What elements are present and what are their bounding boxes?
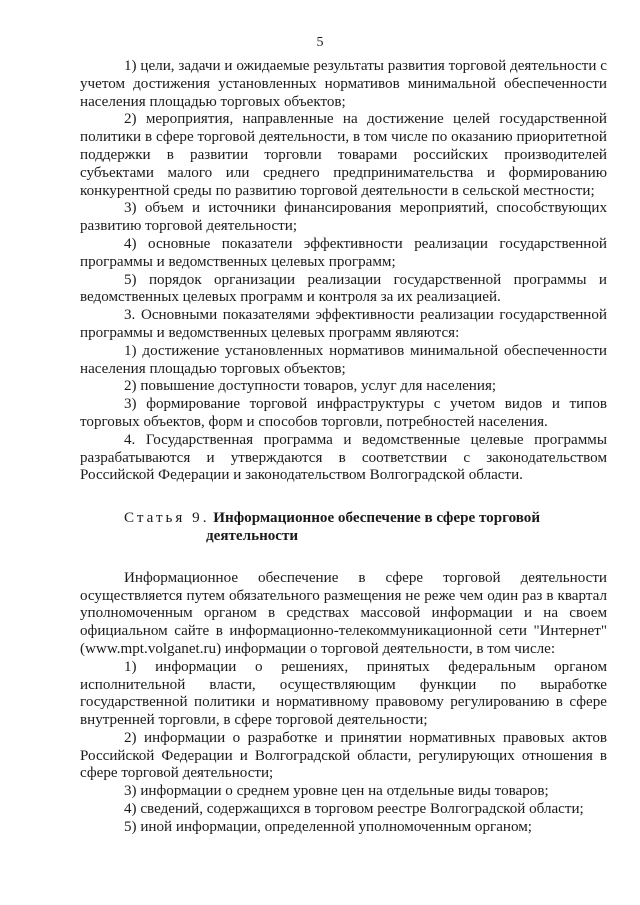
article-title-continuation: деятельности bbox=[206, 527, 299, 544]
paragraph: 4) основные показатели эффективности реализации государственной программы и ведомственных целевых программ; bbox=[80, 235, 607, 270]
paragraph: 1) цели, задачи и ожидаемые результаты развития торговой деятельности с учетом достижения установленных нормативов минимальной обеспеченности населения площадью торговых объектов; bbox=[80, 58, 607, 110]
paragraph: 3. Основными показателями эффективности реализации государственной программы и ведомственных целевых программ являются: bbox=[80, 307, 607, 341]
article-title: Информационное обеспечение в сфере торговой bbox=[213, 510, 541, 527]
paragraph: 5) иной информации, определенной уполномоченным органом; bbox=[124, 818, 532, 835]
paragraph: 1) информации о решениях, принятых федеральным органом исполнительной власти, осуществляющим функции по выработке государственной политики и нормативному правовому регулированию в сфере внутренней торговли, в сфере торговой деятельности; bbox=[80, 658, 607, 729]
paragraph: 2) мероприятия, направленные на достижение целей государственной политики в сфере торговой деятельности, в том числе по оказанию приоритетной поддержки в развитии торговли товарами российских производителей субъектами малого или среднего предпринимательства и формированию конкурентной среды по развитию торговой деятельности в сельской местности; bbox=[80, 111, 607, 199]
paragraph: 2) информации о разработке и принятии нормативных правовых актов Российской Федерации и Волгоградской области, регулирующих отношения в сфере торговой деятельности; bbox=[80, 729, 607, 782]
article-number: Статья 9. bbox=[124, 510, 210, 527]
paragraph: 3) информации о среднем уровне цен на отдельные виды товаров; bbox=[124, 783, 549, 800]
paragraph: 4. Государственная программа и ведомственные целевые программы разрабатываются и утверждаются в соответствии с законодательством Российской Федерации и законодательством Волгоградской области. bbox=[80, 431, 607, 484]
document-body bbox=[80, 58, 607, 837]
page-number: 5 bbox=[316, 35, 324, 50]
top-section bbox=[80, 58, 607, 485]
paragraph: 1) достижение установленных нормативов минимальной обеспеченности населения площадью торговых объектов; bbox=[80, 342, 607, 377]
bottom-section bbox=[80, 570, 607, 837]
paragraph: 3) объем и источники финансирования мероприятий, способствующих развитию торговой деятельности; bbox=[80, 200, 607, 235]
paragraph: 4) сведений, содержащихся в торговом реестре Волгоградской области; bbox=[124, 801, 584, 818]
paragraph: 2) повышение доступности товаров, услуг для населения; bbox=[124, 378, 497, 395]
paragraph: 3) формирование торговой инфраструктуры с учетом видов и типов торговых объектов, форм и способов торговли, потребностей населения. bbox=[80, 396, 607, 430]
paragraph: Информационное обеспечение в сфере торговой деятельности осуществляется путем обязательного размещения не реже чем один раз в квартал уполномоченным органом в средствах массовой информации и на своем официальном сайте в информационно-телекоммуникационной сети "Интернет" (www.mpt.volganet.ru) информации о торговой деятельности, в том числе: bbox=[80, 569, 607, 657]
article-heading bbox=[80, 510, 607, 546]
paragraph: 5) порядок организации реализации государственной программы и ведомственных целевых программ и контроля за их реализацией. bbox=[80, 271, 607, 306]
